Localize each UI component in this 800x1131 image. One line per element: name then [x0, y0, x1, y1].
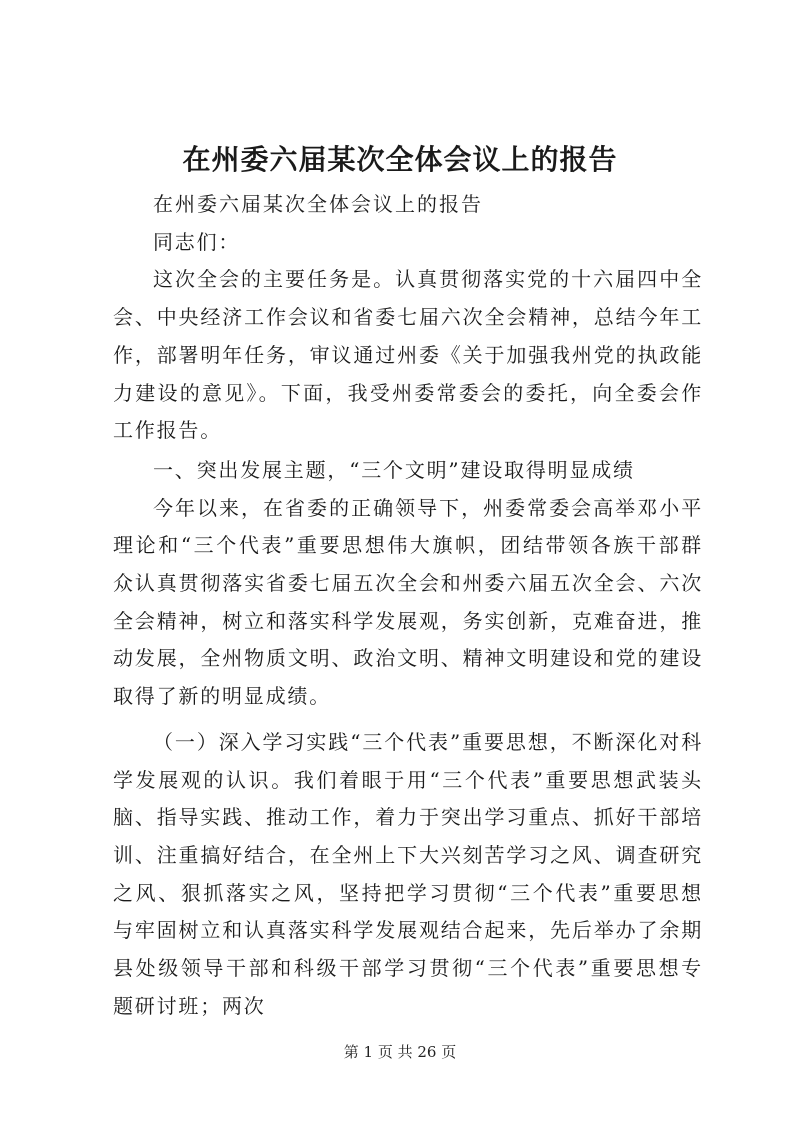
paragraph-achievements: 今年以来，在省委的正确领导下，州委常委会高举邓小平理论和“三个代表”重要思想伟大旗帜，团结带领各族干部群众认真贯彻落实省委七届五次全会和州委六届五次全会、六次全会精神，树立和落实科学发展观，务实创新，克难奋进，推动发展，全州物质文明、政治文明、精神文明建设和党的建设取得了新的明显成绩。	[113, 495, 703, 709]
paragraph-intro: 这次全会的主要任务是。认真贯彻落实党的十六届四中全会、中央经济工作会议和省委七届六次全会精神，总结今年工作，部署明年任务，审议通过州委《关于加强我州党的执政能力建设的意见》。下面，我受州委常委会的委托，向全委会作工作报告。	[113, 267, 703, 443]
salutation: 同志们：	[153, 229, 241, 254]
section-heading-1: 一、突出发展主题，“三个文明”建设取得明显成绩	[153, 457, 635, 482]
document-body	[113, 186, 703, 1025]
page-number-footer: 第 1 页 共 26 页	[343, 1043, 457, 1061]
document-title: 在州委六届某次全体会议上的报告	[182, 143, 618, 176]
document-subtitle: 在州委六届某次全体会议上的报告	[153, 192, 483, 216]
paragraph-subsection-1: （一）深入学习实践“三个代表”重要思想，不断深化对科学发展观的认识。我们着眼于用“三个代表”重要思想武装头脑、指导实践、推动工作，着力于突出学习重点、抓好干部培训、注重搞好结合，在全州上下大兴刻苦学习之风、调查研究之风、狠抓落实之风，坚持把学习贯彻“三个代表”重要思想与牢固树立和认真落实科学发展观结合起来，先后举办了余期县处级领导干部和科级干部学习贯彻“三个代表”重要思想专题研讨班；两次	[113, 729, 703, 1018]
